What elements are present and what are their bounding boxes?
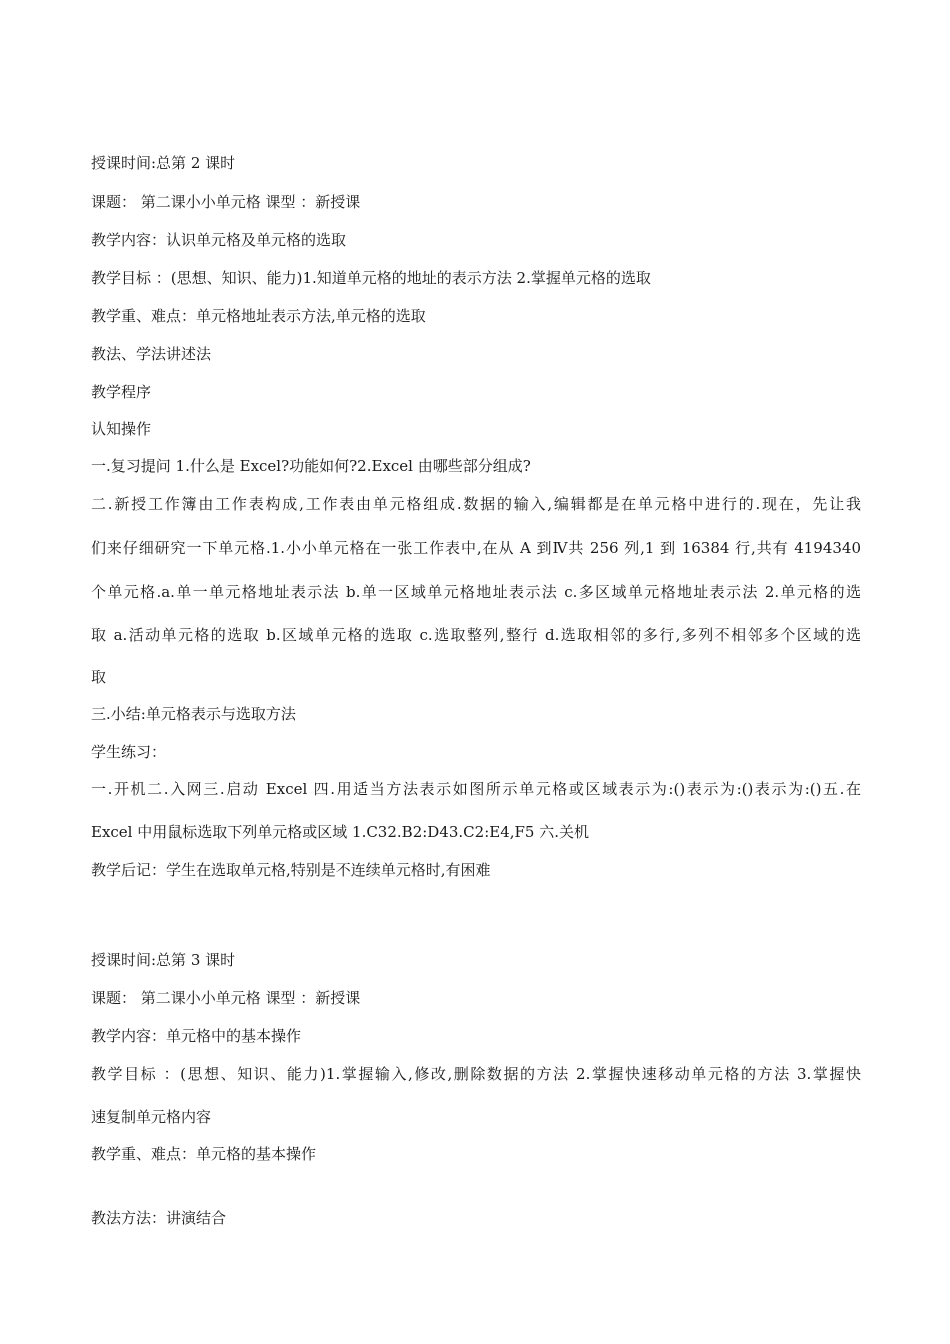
lesson-1-summary: 三.小结:单元格表示与选取方法: [91, 705, 296, 723]
lesson-1-new-lesson-line: 取: [91, 668, 107, 686]
lesson-1-content: 教学内容：认识单元格及单元格的选取: [91, 231, 347, 249]
lesson-1-review: 一.复习提问 1.什么是 Excel?功能如何?2.Excel 由哪些部分组成?: [91, 457, 531, 475]
lesson-1-procedure-title: 教学程序: [91, 383, 152, 401]
lesson-2-content: 教学内容：单元格中的基本操作: [91, 1027, 302, 1045]
lesson-1-new-lesson-line: 二.新授工作簿由工作表构成,工作表由单元格组成.数据的输入,编辑都是在单元格中进行的.现在，先让我: [91, 495, 861, 513]
lesson-1-topic: 课题： 第二课小小单元格 课型 ：新授课: [91, 193, 361, 211]
lesson-1-practice-line: 一.开机二.入网三.启动 Excel 四.用适当方法表示如图所示单元格或区域表示为:()表示为:()表示为:()五.在: [91, 780, 861, 798]
lesson-2-key-points: 教学重、难点：单元格的基本操作: [91, 1145, 317, 1163]
lesson-1-cognition-title: 认知操作: [91, 420, 152, 438]
lesson-1-postscript: 教学后记：学生在选取单元格,特别是不连续单元格时,有困难: [91, 861, 491, 879]
lesson-1-practice-line: Excel 中用鼠标选取下列单元格或区域 1.C32.B2:D43.C2:E4,F5 六.关机: [91, 823, 589, 841]
lesson-1-new-lesson-line: 们来仔细研究一下单元格.1.小小单元格在一张工作表中,在从 A 到Ⅳ共 256 列,1 到 16384 行,共有 4194340: [91, 539, 861, 557]
lesson-2-topic: 课题： 第二课小小单元格 课型 ：新授课: [91, 989, 361, 1007]
lesson-2-method: 教法方法：讲演结合: [91, 1209, 227, 1227]
lesson-1-new-lesson-line: 个单元格.a.单一单元格地址表示法 b.单一区域单元格地址表示法 c.多区域单元格地址表示法 2.单元格的选: [91, 583, 861, 601]
lesson-1-new-lesson-line: 取 a.活动单元格的选取 b.区域单元格的选取 c.选取整列,整行 d.选取相邻的多行,多列不相邻多个区域的选: [91, 626, 861, 644]
lesson-1-practice-title: 学生练习：: [91, 743, 167, 761]
lesson-2-time: 授课时间:总第 3 课时: [91, 951, 236, 969]
lesson-2-goal-line: 教学目标 ：(思想、知识、能力)1.掌握输入,修改,删除数据的方法 2.掌握快速移动单元格的方法 3.掌握快: [91, 1065, 861, 1083]
lesson-2-goal-line: 速复制单元格内容: [91, 1108, 212, 1126]
lesson-1-method: 教法、学法讲述法: [91, 345, 212, 363]
lesson-1-goal: 教学目标 ：(思想、知识、能力)1.知道单元格的地址的表示方法 2.掌握单元格的选取: [91, 269, 651, 287]
lesson-1-key-points: 教学重、难点：单元格地址表示方法,单元格的选取: [91, 307, 426, 325]
lesson-1-time: 授课时间:总第 2 课时: [91, 154, 236, 172]
